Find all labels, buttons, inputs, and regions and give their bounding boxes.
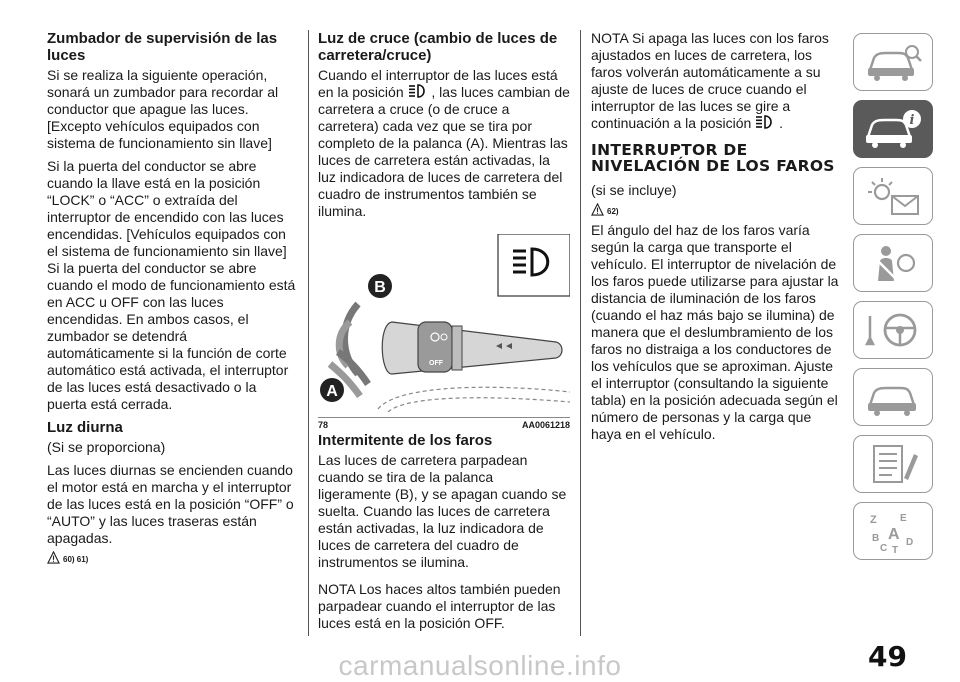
label-a: A [326,383,338,400]
car-emergency-icon [862,375,924,419]
tab-vehicle-info[interactable] [853,100,933,158]
heading-low-beam: Luz de cruce (cambio de luces de carretera/cruce) [318,30,558,64]
svg-text:T: T [892,545,899,553]
paragraph: Cuando el interruptor de las luces está en la posición , las luces cambian de carretera a cruce (o de cruce a carretera) cada vez que se tira por completo de la palanca (A). Mientras las luces de carretera están activadas, la luz indicadora de luces de carretera del cuadro de instrumentos también se ilumina. [318,67,570,219]
paragraph: (si se incluye) [591,182,677,198]
tab-vehicle-overview[interactable] [853,33,933,91]
figure-light-lever [318,234,570,430]
heading-leveling-switch: INTERRUPTOR DE NIVELACIÓN DE LOS FAROS [591,141,835,175]
column-middle [318,30,570,638]
tab-maintenance[interactable] [853,435,933,493]
warning-ref-text: 62) [607,207,619,216]
svg-text:E: E [900,513,907,524]
paragraph: NOTA Si apaga las luces con los faros ajustados en luces de carretera, los faros volverán automáticamente a su ajuste de luces de cruce cuando el interruptor de las luces se gire a continuación a la posición . [591,30,829,131]
page-number: 49 [868,640,907,673]
figure-caption [318,420,570,430]
checklist-icon [862,442,924,486]
tab-index[interactable] [853,502,933,560]
figure-number: 78 [318,420,329,430]
heading-daylight: Luz diurna [47,419,123,436]
svg-text:D: D [906,537,914,548]
watermark: carmanualsonline.info [338,650,622,681]
lever-illustration [318,234,570,412]
paragraph: NOTA Los haces altos también pueden parpadear cuando el interruptor de las luces está en la posición OFF. [318,581,561,631]
warning-reference [591,203,841,216]
tab-emergency[interactable] [853,368,933,426]
svg-text:B: B [872,533,880,544]
warning-ref-text: 60) 61) [63,555,89,564]
alphabet-index-icon [862,509,924,553]
high-beam-icon [755,115,775,129]
svg-text:C: C [880,543,888,553]
warning-triangle-icon [591,203,604,216]
tab-safety[interactable] [853,234,933,292]
warning-triangle-icon [47,551,60,564]
heading-buzzer: Zumbador de supervisión de las luces [47,30,278,64]
warning-reference [47,551,297,564]
column-right [591,30,841,449]
paragraph: Las luces diurnas se encienden cuando el motor está en marcha y el interruptor de las luces está en la posición “OFF” o “AUTO” y las luces traseras están apagadas. [47,462,294,546]
tab-warning-lights[interactable] [853,167,933,225]
light-message-icon [862,174,924,218]
heading-flash: Intermitente de los faros [318,432,493,449]
section-tabs [853,33,935,569]
tab-starting-driving[interactable] [853,301,933,359]
label-b: B [374,279,386,296]
paragraph: Las luces de carretera parpadean cuando se tira de la palanca ligeramente (B), y se apagan cuando se suelta. Cuando las luces de carretera están activadas, la luz indicadora de luces de carretera del cuadro de instrumentos se ilumina. [318,452,567,570]
car-search-icon [862,40,924,84]
figure-code: AA0061218 [521,420,570,430]
paragraph: Si se realiza la siguiente operación, sonará un zumbador para recordar al conductor que apague las luces. [Excepto vehículos equipados con sistema de funcionamiento sin llave] [47,67,279,151]
car-info-icon [862,107,924,151]
svg-text:i: i [909,113,915,128]
paragraph: Si la puerta del conductor se abre cuando la llave está en la posición “LOCK” o “ACC” o extraída del interruptor de encendido con las luces encendidas. [Vehículos equipados con el sistema de funcionamiento sin llave] Si la puerta del conductor se abre cuando el modo de funcionamiento está en ACC u OFF con las luces encendidas. En ambos casos, el zumbador se detendrá automáticamente si la función de corte automático está activada, el interruptor de las luces está desactivado o la puerta está cerrada. [47,158,296,412]
seatbelt-airbag-icon [862,241,924,285]
svg-text:Z: Z [870,514,877,526]
svg-text:A: A [888,526,900,543]
high-beam-icon [408,84,428,98]
svg-text:OFF: OFF [429,360,443,367]
column-divider [308,30,309,636]
column-left [47,30,297,570]
paragraph: El ángulo del haz de los faros varía según la carga que transporte el vehículo. El interruptor de nivelación de los faros puede utilizarse para ajustar la distancia de iluminación de los faros (cuando el haz más bajo se ilumina) de manera que el deslumbramiento de los faros no distraiga a los conductores de los vehículos que se aproximan. Ajuste el interruptor (consultando la siguiente tabla) en la posición adecuada según el número de personas y la carga que haya en el vehículo. [591,222,839,442]
steering-wheel-icon [862,308,924,352]
paragraph: (Si se proporciona) [47,439,166,455]
column-divider [580,30,581,636]
